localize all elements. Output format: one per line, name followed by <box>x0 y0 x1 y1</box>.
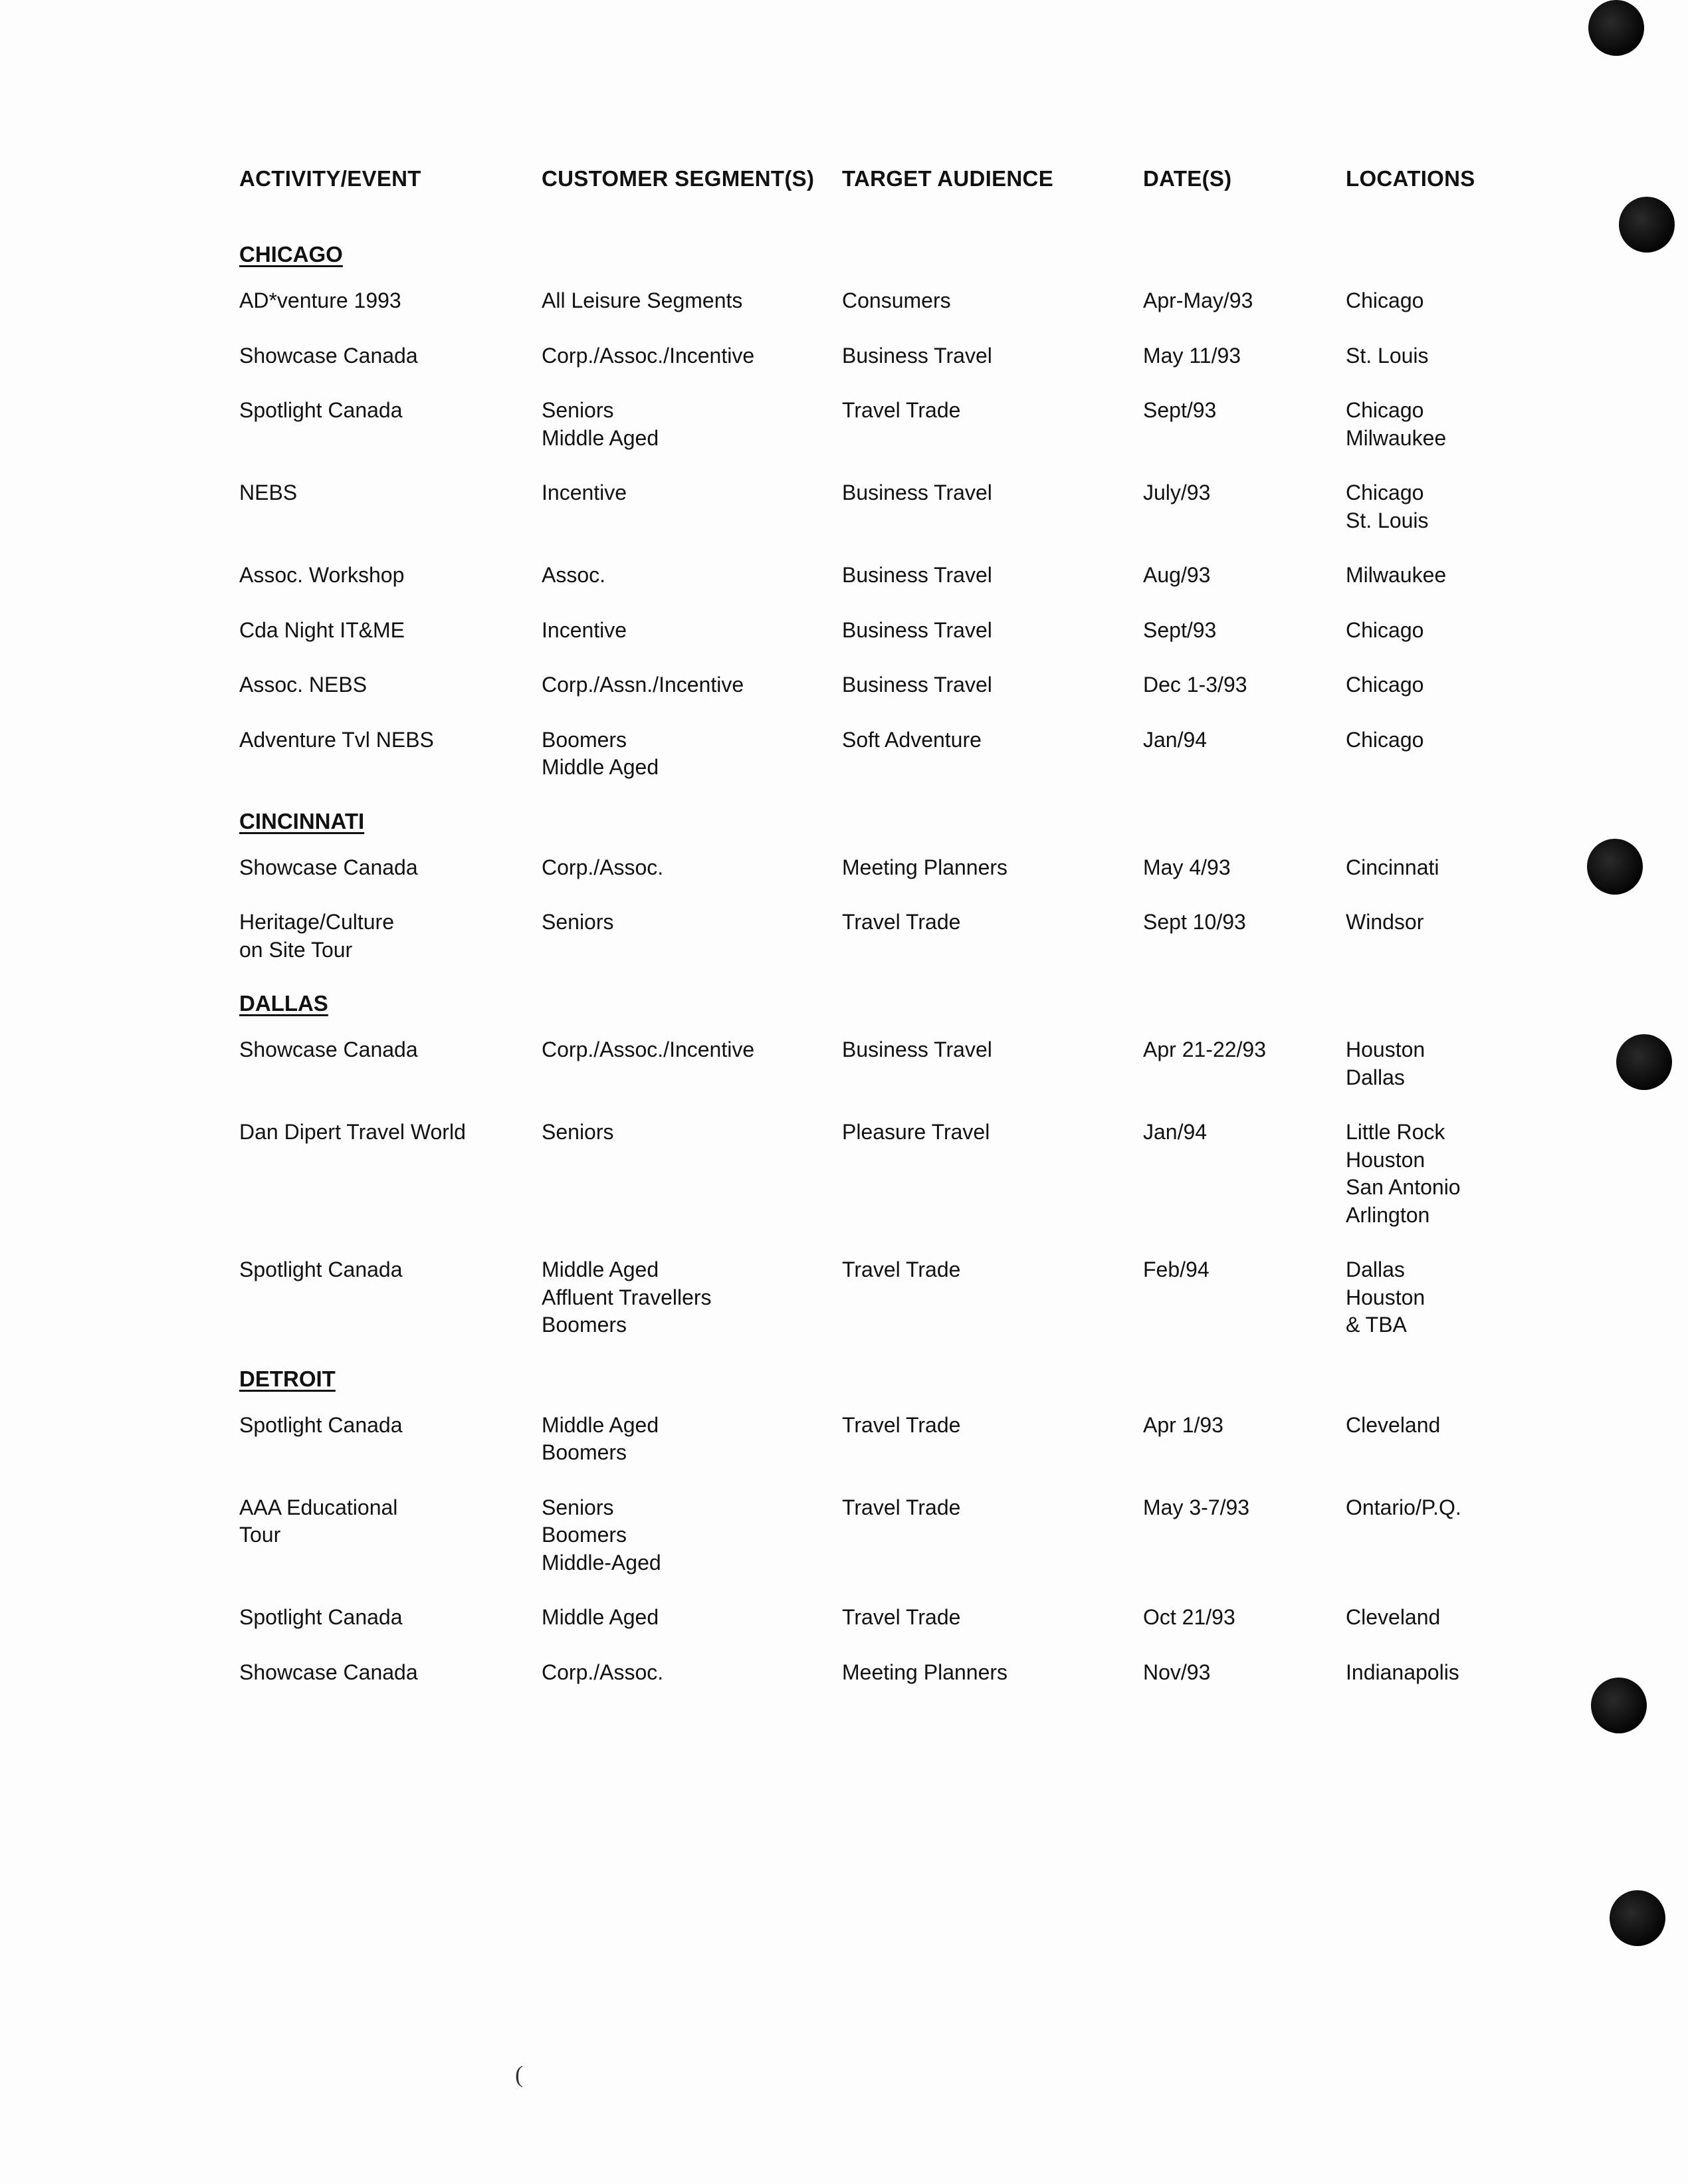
activity-cell: Showcase Canada <box>239 855 418 879</box>
locations-cell: Chicago <box>1346 288 1424 312</box>
table-row <box>239 1604 1529 1632</box>
locations-cell: Chicago St. Louis <box>1346 481 1429 532</box>
activity-cell: Dan Dipert Travel World <box>239 1120 466 1144</box>
table-row <box>239 617 1529 645</box>
dates-cell: Apr 1/93 <box>1143 1412 1223 1437</box>
activity-cell: Adventure Tvl NEBS <box>239 727 434 752</box>
table-row <box>239 1412 1529 1467</box>
audience-cell: Pleasure Travel <box>842 1120 990 1144</box>
header-dates: DATE(S) <box>1143 166 1232 191</box>
audience-cell: Travel Trade <box>842 910 961 934</box>
locations-cell: Dallas Houston & TBA <box>1346 1257 1425 1337</box>
table-row <box>239 1659 1529 1687</box>
section <box>239 809 1529 964</box>
section <box>239 1366 1529 1687</box>
dates-cell: Apr 21-22/93 <box>1143 1037 1267 1061</box>
activity-cell: Spotlight Canada <box>239 398 403 422</box>
locations-cell: Ontario/P.Q. <box>1346 1495 1461 1519</box>
activity-cell: Spotlight Canada <box>239 1412 403 1437</box>
segments-cell: Corp./Assoc./Incentive <box>542 343 755 368</box>
segments-cell: Middle Aged <box>542 1605 659 1629</box>
table-row <box>239 671 1529 699</box>
binder-hole <box>1616 1034 1672 1090</box>
audience-cell: Business Travel <box>842 343 992 368</box>
segments-cell: Boomers Middle Aged <box>542 727 659 779</box>
activity-cell: Assoc. NEBS <box>239 673 368 697</box>
dates-cell: Oct 21/93 <box>1143 1605 1235 1629</box>
dates-cell: May 3-7/93 <box>1143 1495 1250 1519</box>
table-body <box>239 242 1529 1686</box>
audience-cell: Travel Trade <box>842 1495 961 1519</box>
segments-cell: Seniors Middle Aged <box>542 398 659 450</box>
table-row <box>239 479 1529 534</box>
dates-cell: Sept/93 <box>1143 617 1217 642</box>
activity-cell: Assoc. Workshop <box>239 563 405 587</box>
locations-cell: Chicago <box>1346 617 1424 642</box>
dates-cell: May 11/93 <box>1143 343 1241 368</box>
locations-cell: Chicago <box>1346 727 1424 752</box>
segments-cell: Incentive <box>542 481 627 504</box>
table-row <box>239 1119 1529 1229</box>
dates-cell: May 4/93 <box>1143 855 1231 879</box>
activity-cell: AAA Educational Tour <box>239 1495 398 1547</box>
table-row <box>239 1036 1529 1091</box>
table-row <box>239 287 1529 315</box>
audience-cell: Travel Trade <box>842 1257 961 1281</box>
header-customer-segments: CUSTOMER SEGMENT(S) <box>542 166 815 191</box>
table-row <box>239 1256 1529 1339</box>
binder-hole <box>1591 1678 1647 1733</box>
audience-cell: Consumers <box>842 288 951 312</box>
audience-cell: Business Travel <box>842 673 992 697</box>
section-title: DALLAS <box>239 991 328 1016</box>
table-row <box>239 562 1529 590</box>
audience-cell: Meeting Planners <box>842 855 1008 879</box>
audience-cell: Travel Trade <box>842 1412 961 1437</box>
stray-mark: ( <box>515 2061 523 2088</box>
audience-cell: Soft Adventure <box>842 727 982 752</box>
audience-cell: Business Travel <box>842 617 992 642</box>
dates-cell: Apr-May/93 <box>1143 288 1253 312</box>
activity-cell: Spotlight Canada <box>239 1605 403 1629</box>
header-activity: ACTIVITY/EVENT <box>239 166 421 191</box>
locations-cell: Chicago <box>1346 673 1424 697</box>
activity-cell: Cda Night IT&ME <box>239 617 405 642</box>
activity-cell: Spotlight Canada <box>239 1257 403 1281</box>
segments-cell: Corp./Assoc. <box>542 855 664 879</box>
audience-cell: Business Travel <box>842 563 992 587</box>
segments-cell: Incentive <box>542 617 627 642</box>
table-row <box>239 909 1529 964</box>
activity-table <box>239 166 1529 1713</box>
audience-cell: Travel Trade <box>842 398 961 422</box>
segments-cell: Assoc. <box>542 563 606 587</box>
activity-cell: Showcase Canada <box>239 1660 418 1684</box>
section-title: CINCINNATI <box>239 808 365 833</box>
activity-cell: Showcase Canada <box>239 1037 418 1061</box>
binder-hole <box>1588 0 1644 56</box>
segments-cell: Middle Aged Boomers <box>542 1412 659 1464</box>
section <box>239 991 1529 1339</box>
segments-cell: Seniors <box>542 910 614 934</box>
dates-cell: Jan/94 <box>1143 1120 1208 1144</box>
section-title: CHICAGO <box>239 242 343 267</box>
dates-cell: Jan/94 <box>1143 727 1208 752</box>
audience-cell: Meeting Planners <box>842 1660 1008 1684</box>
segments-cell: Corp./Assoc./Incentive <box>542 1037 755 1061</box>
audience-cell: Business Travel <box>842 481 992 504</box>
locations-cell: Windsor <box>1346 910 1424 934</box>
locations-cell: Chicago Milwaukee <box>1346 398 1447 450</box>
segments-cell: All Leisure Segments <box>542 288 743 312</box>
segments-cell: Seniors Boomers Middle-Aged <box>542 1495 661 1575</box>
table-row <box>239 342 1529 370</box>
binder-hole <box>1587 839 1643 895</box>
segments-cell: Corp./Assn./Incentive <box>542 673 744 697</box>
dates-cell: Feb/94 <box>1143 1257 1210 1281</box>
locations-cell: Houston Dallas <box>1346 1037 1425 1089</box>
binder-hole <box>1619 197 1675 253</box>
segments-cell: Middle Aged Affluent Travellers Boomers <box>542 1257 712 1337</box>
binder-hole <box>1610 1890 1665 1946</box>
table-row <box>239 1494 1529 1577</box>
table-row <box>239 854 1529 882</box>
segments-cell: Corp./Assoc. <box>542 1660 664 1684</box>
dates-cell: Dec 1-3/93 <box>1143 673 1247 697</box>
dates-cell: Aug/93 <box>1143 563 1211 587</box>
locations-cell: Milwaukee <box>1346 563 1447 587</box>
segments-cell: Seniors <box>542 1120 614 1144</box>
table-header <box>239 166 1529 191</box>
locations-cell: Cleveland <box>1346 1605 1441 1629</box>
dates-cell: Sept/93 <box>1143 398 1217 422</box>
activity-cell: Heritage/Culture on Site Tour <box>239 910 394 962</box>
audience-cell: Business Travel <box>842 1037 992 1061</box>
locations-cell: Little Rock Houston San Antonio Arlington <box>1346 1120 1461 1227</box>
locations-cell: Indianapolis <box>1346 1660 1459 1684</box>
table-row <box>239 726 1529 782</box>
header-locations: LOCATIONS <box>1346 166 1475 191</box>
section-title: DETROIT <box>239 1366 336 1391</box>
activity-cell: NEBS <box>239 481 298 504</box>
table-row <box>239 397 1529 452</box>
header-target-audience: TARGET AUDIENCE <box>842 166 1053 191</box>
locations-cell: Cleveland <box>1346 1412 1441 1437</box>
dates-cell: Sept 10/93 <box>1143 910 1246 934</box>
dates-cell: July/93 <box>1143 481 1211 504</box>
locations-cell: Cincinnati <box>1346 855 1439 879</box>
section <box>239 242 1529 782</box>
audience-cell: Travel Trade <box>842 1605 961 1629</box>
activity-cell: AD*venture 1993 <box>239 288 401 312</box>
locations-cell: St. Louis <box>1346 343 1429 368</box>
activity-cell: Showcase Canada <box>239 343 418 368</box>
dates-cell: Nov/93 <box>1143 1660 1211 1684</box>
